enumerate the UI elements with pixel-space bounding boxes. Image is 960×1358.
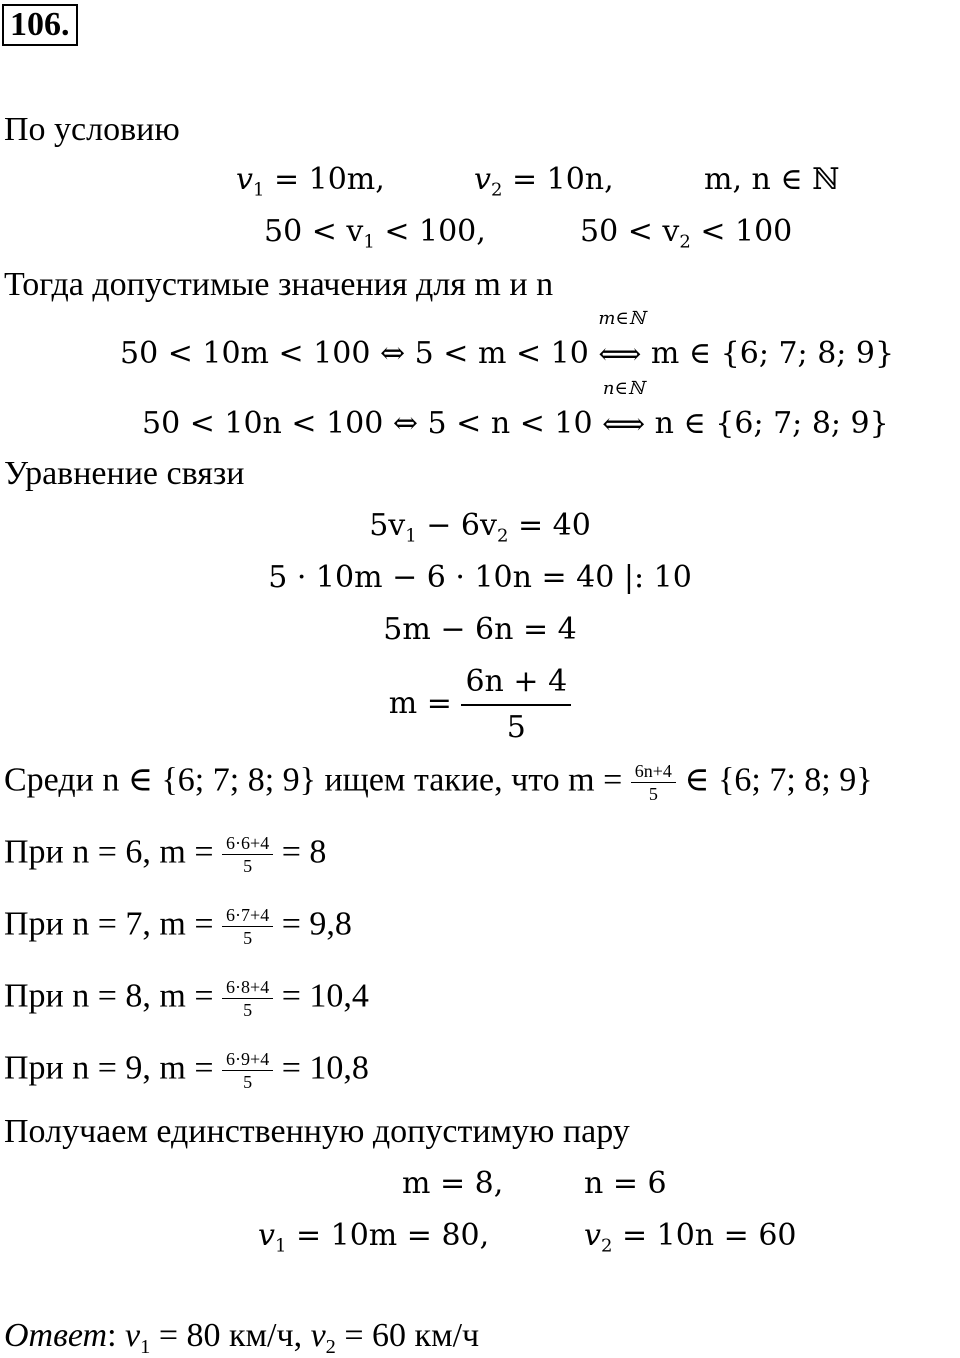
v2-inequality: $50 < v_2 < 100$	[580, 214, 793, 253]
case-fraction: $\frac{6\cdot 9+4}{5}$	[222, 1048, 273, 1093]
intro-text: По условию	[4, 111, 180, 148]
equiv-arrow-m: m∈ℕ ⟺	[598, 308, 646, 372]
case-n-9: При n = 9, m = $\frac{6\cdot 9+4}{5}$ = 10,8	[4, 1049, 369, 1092]
case-n-6: При n = 6, m = $\frac{6\cdot 6+4}{5}$ = 8	[4, 833, 327, 876]
search-line: Среди n ∈ {6; 7; 8; 9} ищем такие, что m = $\frac{6n+4}{5}$ ∈ {6; 7; 8; 9}	[4, 761, 873, 804]
search-fraction: $\frac{6n+4}{5}$	[631, 760, 676, 805]
pair-m: m = 8,	[402, 1166, 504, 1201]
problem-number: 106.	[2, 4, 78, 46]
speed-v1: $v_1 = 10m = 80$,	[258, 1218, 490, 1257]
equation-1: $5v_1 - 6v_2 = 40$	[369, 508, 591, 547]
pair-n: n = 6	[584, 1166, 667, 1201]
then-text: Тогда допустимые значения для m и n	[4, 266, 554, 303]
result-text: Получаем единственную допустимую пару	[4, 1113, 630, 1150]
mn-natural: m, n ∈ ℕ	[704, 162, 840, 197]
answer-label: Ответ	[4, 1317, 108, 1354]
case-fraction: $\frac{6\cdot 7+4}{5}$	[222, 904, 273, 949]
v1-definition: $v_1 = 10m$,	[236, 162, 385, 201]
range-n: 50 < 10n < 100 ⇔ 5 < n < 10 n∈ℕ ⟺ n ∈ {6; 7; 8; 9}	[142, 404, 889, 445]
v2-definition: $v_2 = 10n$,	[474, 162, 614, 201]
case-fraction: $\frac{6\cdot 6+4}{5}$	[222, 832, 273, 877]
case-fraction: $\frac{6\cdot 8+4}{5}$	[222, 976, 273, 1021]
case-n-7: При n = 7, m = $\frac{6\cdot 7+4}{5}$ = 9,8	[4, 905, 352, 948]
m-fraction: $\frac{6n + 4}{5}$	[461, 660, 571, 750]
v1-inequality: $50 < v_1 < 100$,	[264, 214, 486, 253]
relation-title: Уравнение связи	[4, 455, 245, 492]
equation-3: 5m − 6n = 4	[383, 612, 577, 647]
speed-v2: $v_2 = 10n = 60$	[584, 1218, 797, 1257]
case-n-8: При n = 8, m = $\frac{6\cdot 8+4}{5}$ = 10,4	[4, 977, 369, 1020]
range-m: 50 < 10m < 100 ⇔ 5 < m < 10 m∈ℕ ⟺ m ∈ {6; 7; 8; 9}	[120, 334, 894, 375]
equation-4: m = $\frac{6n + 4}{5}$	[0, 660, 960, 750]
equation-2: 5 · 10m − 6 · 10n = 40 |: 10	[268, 560, 692, 595]
equiv-arrow-n: n∈ℕ ⟺	[602, 378, 646, 442]
answer-line: Ответ: $v_1 = 80$ км/ч, $v_2 = 60$ км/ч	[4, 1317, 480, 1358]
